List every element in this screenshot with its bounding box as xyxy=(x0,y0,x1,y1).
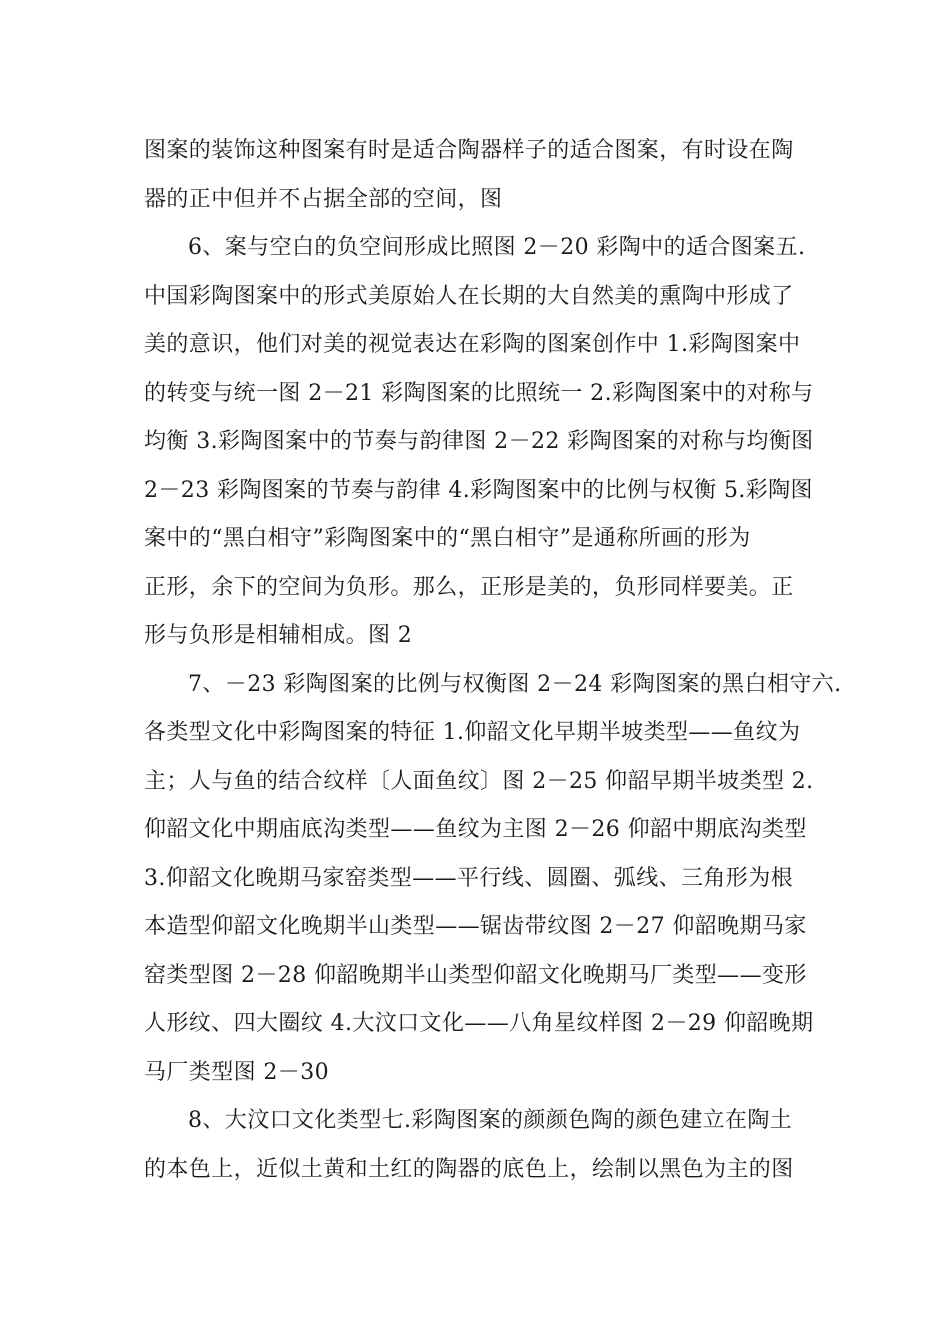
text-line: 2－23 彩陶图案的节奏与韵律 4.彩陶图案中的比例与权衡 5.彩陶图 xyxy=(144,477,813,503)
text-line: 中国彩陶图案中的形式美原始人在长期的大自然美的熏陶中形成了 xyxy=(144,283,794,309)
paragraph-4 xyxy=(144,1097,814,1194)
paragraph-3 xyxy=(144,661,842,1098)
text-line: 案中的“黑白相守”彩陶图案中的“黑白相守”是通称所画的形为 xyxy=(144,526,751,551)
text-line: 形与负形是相辅相成。图 2 xyxy=(144,623,413,648)
text-line: 仰韶文化中期庙底沟类型——鱼纹为主图 2－26 仰韶中期底沟类型 xyxy=(144,817,807,842)
document-body xyxy=(144,127,842,1194)
text-line: 器的正中但并不占据全部的空间，图 xyxy=(144,186,503,212)
paragraph-2 xyxy=(144,224,814,661)
text-line: 正形，余下的空间为负形。那么，正形是美的，负形同样要美。正 xyxy=(144,574,794,600)
text-line: 图案的装饰这种图案有时是适合陶器样子的适合图案，有时设在陶 xyxy=(144,138,794,163)
text-line: 马厂类型图 2－30 xyxy=(144,1059,329,1085)
text-line: 的转变与统一图 2－21 彩陶图案的比照统一 2.彩陶图案中的对称与 xyxy=(144,380,814,406)
text-line: 主；人与鱼的结合纹样〔人面鱼纹〕图 2－25 仰韶早期半坡类型 2. xyxy=(144,768,814,794)
text-line: 均衡 3.彩陶图案中的节奏与韵律图 2－22 彩陶图案的对称与均衡图 xyxy=(144,429,814,454)
text-line: 8、大汶口文化类型七.彩陶图案的颜颜色陶的颜色建立在陶土 xyxy=(188,1108,793,1133)
text-line: 6、案与空白的负空间形成比照图 2－20 彩陶中的适合图案五. xyxy=(188,235,806,260)
text-line: 7、－23 彩陶图案的比例与权衡图 2－24 彩陶图案的黑白相守六. xyxy=(188,671,842,697)
text-line: 的本色上，近似土黄和土红的陶器的底色上，绘制以黑色为主的图 xyxy=(144,1156,794,1182)
text-line: 人形纹、四大圈纹 4.大汶口文化——八角星纹样图 2－29 仰韶晚期 xyxy=(144,1011,814,1036)
text-line: 窑类型图 2－28 仰韶晚期半山类型仰韶文化晚期马厂类型——变形 xyxy=(144,962,807,988)
text-line: 美的意识，他们对美的视觉表达在彩陶的图案创作中 1.彩陶图案中 xyxy=(144,332,801,357)
text-line: 3.仰韶文化晚期马家窑类型——平行线、圆圈、弧线、三角形为根 xyxy=(144,865,793,891)
text-line: 各类型文化中彩陶图案的特征 1.仰韶文化早期半坡类型——鱼纹为 xyxy=(144,720,801,745)
text-line: 本造型仰韶文化晚期半山类型——锯齿带纹图 2－27 仰韶晚期马家 xyxy=(144,914,807,939)
paragraph-1 xyxy=(144,127,814,224)
